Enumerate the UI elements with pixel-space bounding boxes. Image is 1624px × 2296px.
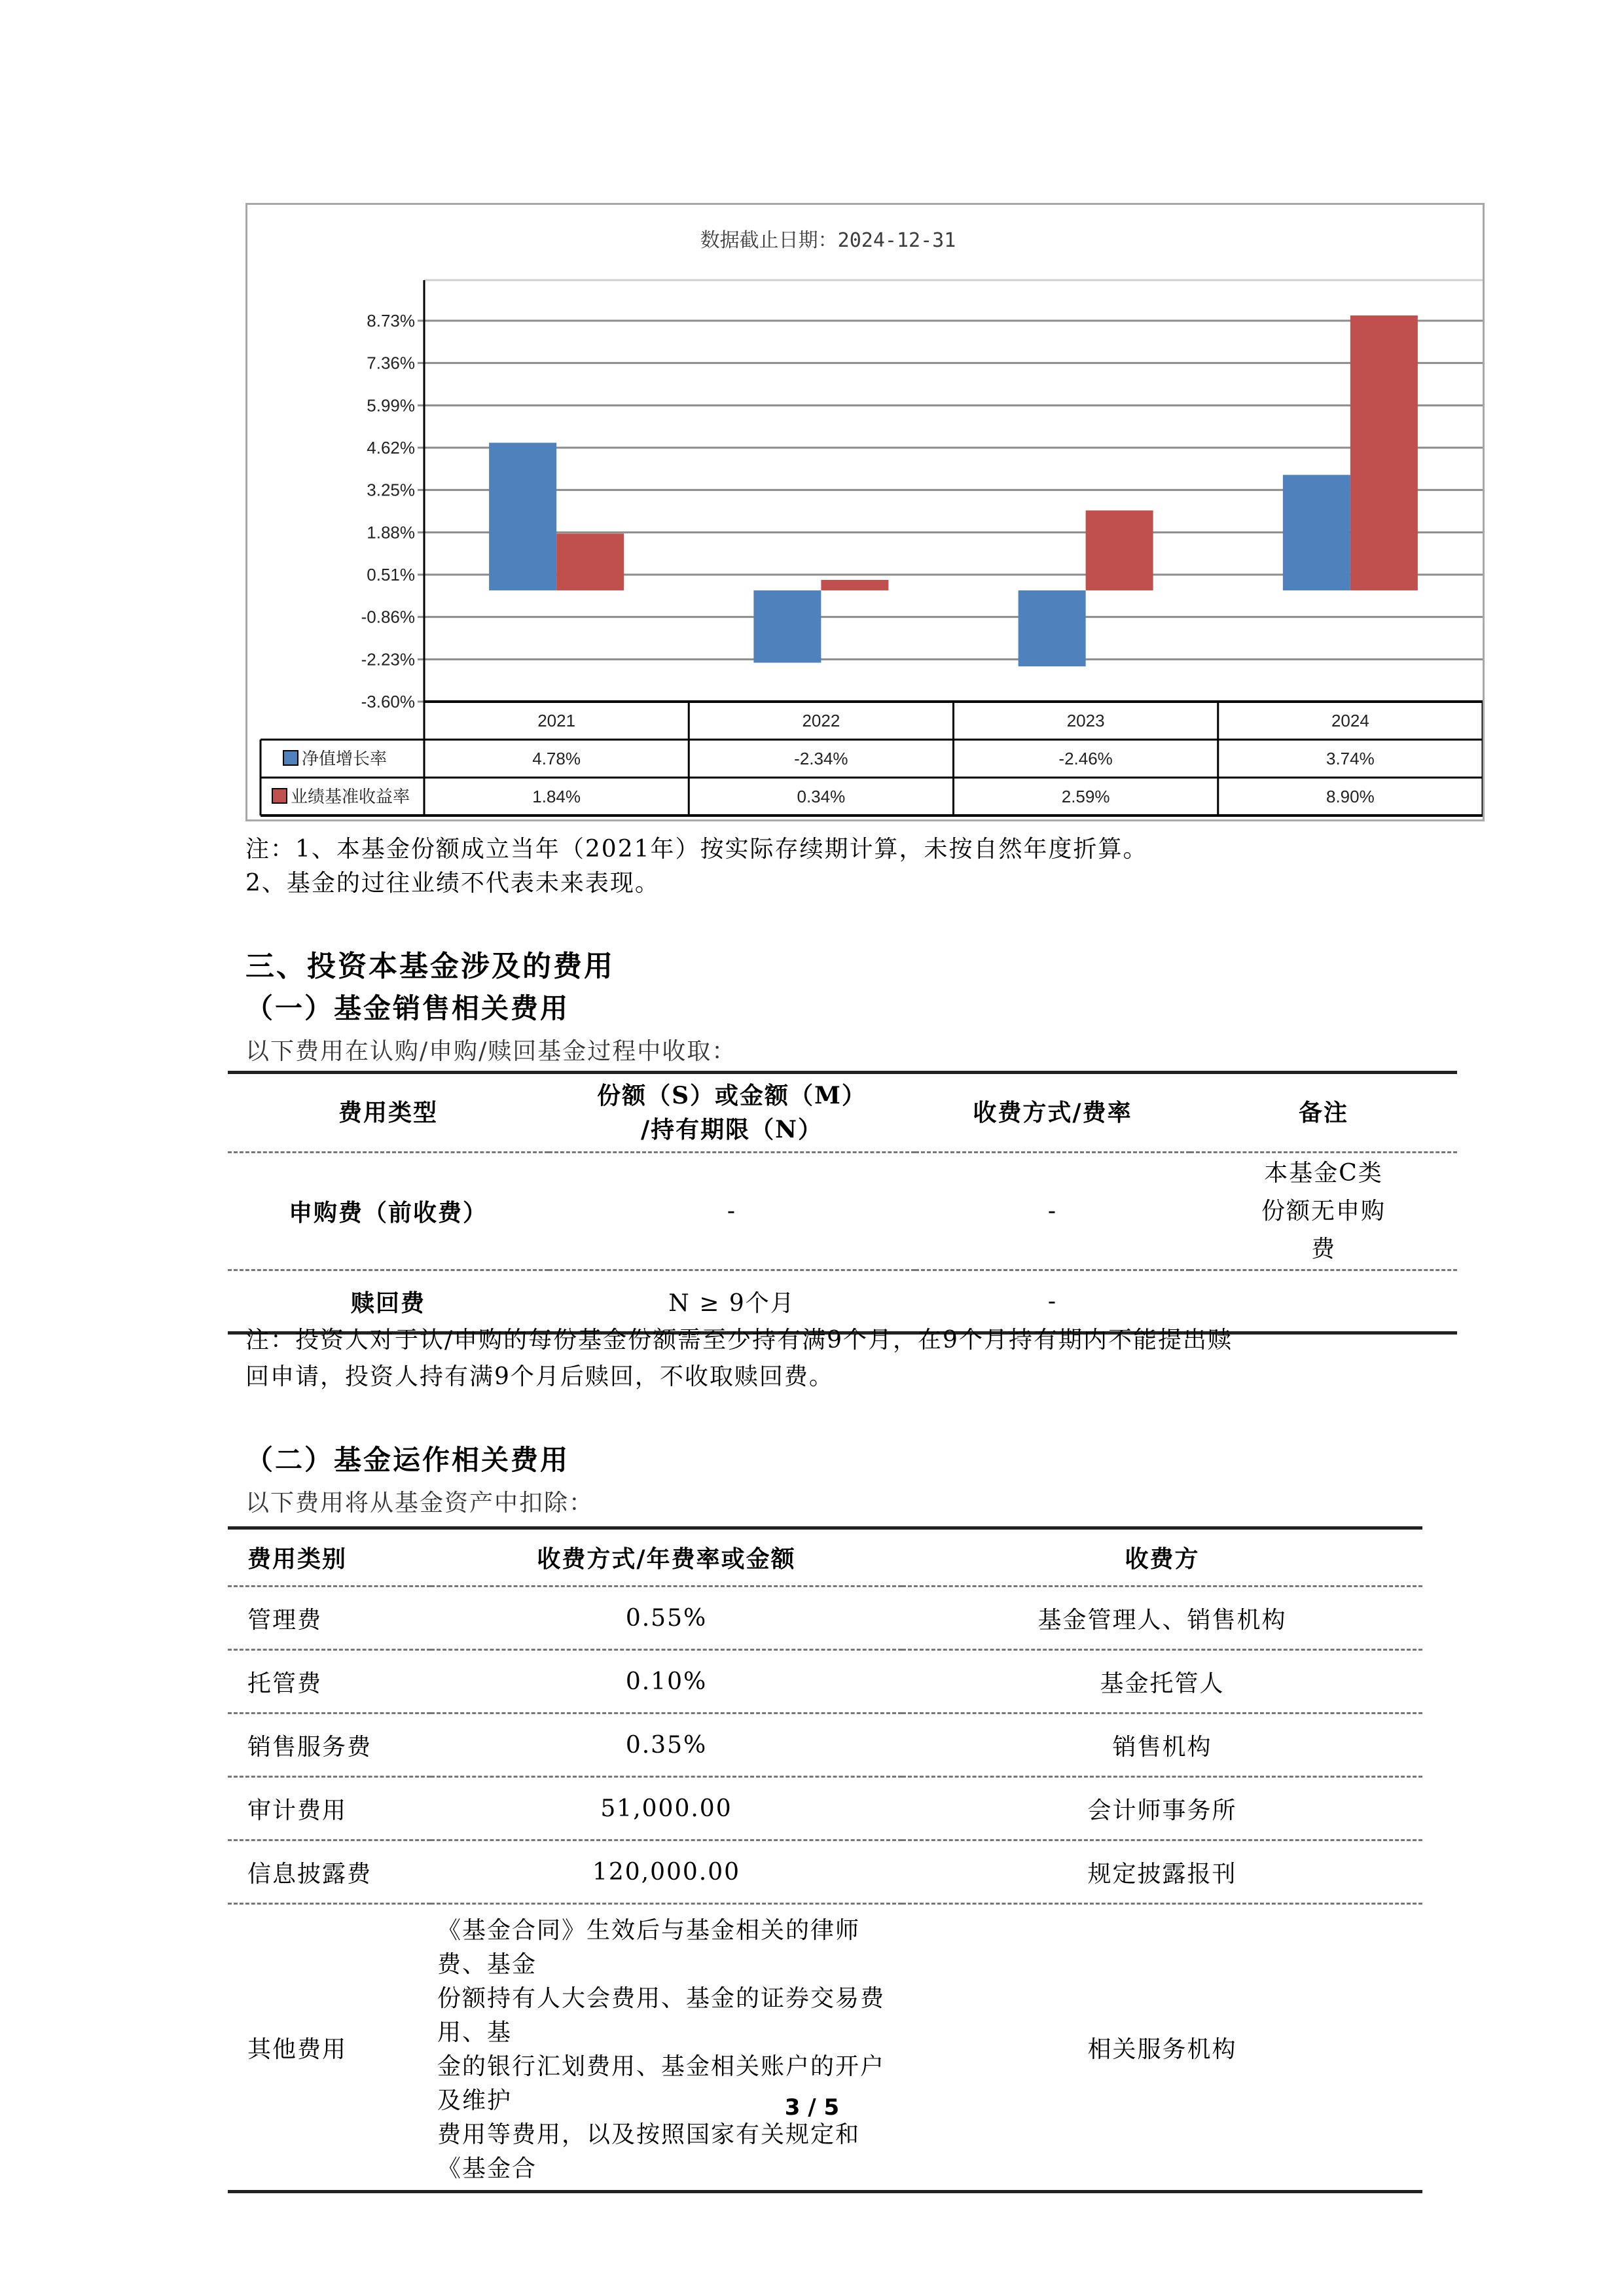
category-label: 2023: [1066, 711, 1105, 730]
table-row: [228, 1840, 1422, 1904]
category-cell: 托管费: [247, 1670, 323, 1697]
bar-benchmark-2023: [1086, 511, 1153, 590]
bar-benchmark-2024: [1350, 315, 1418, 590]
bar-benchmark-2021: [556, 533, 624, 590]
page-number: 3 / 5: [784, 2094, 840, 2121]
chart-title: 数据截止日期：2024-12-31: [700, 229, 956, 252]
payee-cell: 会计师事务所: [1087, 1797, 1237, 1824]
header-rate: 收费方式/费率: [973, 1099, 1132, 1126]
payee-cell: 基金托管人: [1100, 1670, 1225, 1697]
y-tick-label: 3.25%: [367, 480, 415, 500]
category-cell: 审计费用: [247, 1797, 348, 1824]
rate-cell-description: [431, 1904, 902, 2192]
rate-cell: 120,000.00: [592, 1858, 741, 1886]
description-line: 费用等费用，以及按照国家有关规定和《基金合: [437, 2121, 861, 2182]
legend-label: 净值增长率: [302, 749, 388, 769]
remark-cell: [1190, 1153, 1457, 1270]
chart-canvas: [247, 205, 1483, 819]
data-value-cell: -2.46%: [1058, 749, 1113, 768]
remark-line: 本基金C类: [1264, 1159, 1383, 1187]
category-label: 2021: [537, 711, 576, 730]
table-row: [228, 1587, 1422, 1650]
amount-cell: N ≥ 9个月: [668, 1289, 795, 1317]
rate-cell: 0.35%: [625, 1731, 708, 1759]
data-value-cell: -2.34%: [794, 749, 848, 768]
redemption-note-2: 回申请，投资人持有满9个月后赎回，不收取赎回费。: [245, 1363, 834, 1390]
category-label: 2022: [802, 711, 840, 730]
data-value-cell: 2.59%: [1061, 787, 1110, 806]
table-row: [228, 1713, 1422, 1777]
category-cell: 信息披露费: [247, 1860, 372, 1888]
table-row: [228, 1153, 1457, 1270]
description-line: 份额持有人大会费用、基金的证券交易费用、基: [437, 1985, 886, 2046]
y-tick-label: -3.60%: [361, 692, 415, 711]
operation-fees-table: [228, 1526, 1422, 2193]
header-amount-line2: /持有期限（N）: [640, 1116, 823, 1143]
y-tick-label: 5.99%: [367, 395, 415, 416]
y-tick-label: 7.36%: [367, 353, 415, 373]
legend-label: 业绩基准收益率: [291, 787, 410, 807]
y-tick-label: 0.51%: [367, 565, 415, 584]
rate-cell: -: [1047, 1287, 1058, 1315]
header-amount-line1: 份额（S）或金额（M）: [597, 1082, 867, 1109]
bar-benchmark-2022: [821, 580, 888, 590]
sales-fees-intro: 以下费用在认购/申购/赎回基金过程中收取：: [245, 1038, 737, 1065]
data-value-cell: 4.78%: [532, 749, 581, 768]
y-tick-label: 8.73%: [367, 311, 415, 331]
y-tick-label: 1.88%: [367, 522, 415, 543]
payee-cell: 相关服务机构: [1087, 2036, 1237, 2063]
rate-cell: 0.10%: [625, 1668, 708, 1695]
header-category: 费用类别: [247, 1545, 348, 1573]
y-tick-label: -0.86%: [361, 607, 415, 627]
performance-chart: [245, 203, 1485, 821]
remark-line: 费: [1310, 1235, 1336, 1263]
fee-type-cell: 申购费（前收费）: [288, 1199, 488, 1227]
remark-line: 份额无申购: [1261, 1197, 1386, 1225]
description-line: 《基金合同》生效后与基金相关的律师费、基金: [437, 1917, 861, 1978]
data-value-cell: 3.74%: [1326, 749, 1375, 768]
bar-nav-growth-2022: [753, 590, 821, 662]
payee-cell: 规定披露报刊: [1087, 1860, 1237, 1888]
header-rate-amount: 收费方式/年费率或金额: [537, 1545, 796, 1573]
sales-fees-table: [228, 1071, 1457, 1335]
rate-cell: -: [1047, 1198, 1058, 1225]
description-line: 金的银行汇划费用、基金相关账户的开户及维护: [437, 2053, 886, 2114]
section-title: 三、投资本基金涉及的费用: [245, 950, 615, 983]
payee-cell: 销售机构: [1112, 1733, 1212, 1761]
table-row-other-fees: [228, 1904, 1422, 2192]
category-label: 2024: [1331, 711, 1369, 730]
header-amount-period: [549, 1073, 915, 1153]
subsection-title-operation-fees: （二）基金运作相关费用: [245, 1444, 570, 1476]
data-value-cell: 0.34%: [797, 787, 846, 806]
table-header-row: [228, 1528, 1422, 1587]
data-value-cell: 8.90%: [1326, 787, 1375, 806]
legend-swatch-benchmark: [272, 789, 287, 803]
bar-nav-growth-2024: [1283, 475, 1350, 591]
chart-note-2: 2、基金的过往业绩不代表未来表现。: [245, 870, 660, 897]
fee-type-cell: 赎回费: [350, 1289, 425, 1317]
category-cell: 销售服务费: [247, 1733, 372, 1761]
amount-cell: -: [727, 1198, 737, 1225]
y-tick-label: 4.62%: [367, 438, 415, 457]
y-tick-label: -2.23%: [361, 649, 415, 670]
redemption-note-1: 注：投资人对于认/申购的每份基金份额需至少持有满9个月，在9个月持有期内不能提出赎: [245, 1327, 1233, 1354]
header-fee-type: 费用类型: [338, 1099, 438, 1126]
header-remark: 备注: [1298, 1099, 1348, 1126]
rate-cell: 0.55%: [625, 1604, 708, 1632]
table-row: [228, 1650, 1422, 1713]
header-payee: 收费方: [1125, 1545, 1200, 1573]
bar-nav-growth-2023: [1019, 590, 1086, 666]
operation-fees-intro: 以下费用将从基金资产中扣除：: [245, 1490, 594, 1516]
rate-cell: 51,000.00: [600, 1795, 732, 1822]
bar-nav-growth-2021: [489, 442, 556, 590]
payee-cell: 基金管理人、销售机构: [1038, 1606, 1287, 1634]
table-row: [228, 1777, 1422, 1840]
subsection-title-sales-fees: （一）基金销售相关费用: [245, 992, 570, 1024]
category-cell: 其他费用: [247, 2036, 348, 2063]
table-header-row: [228, 1073, 1457, 1153]
category-cell: 管理费: [247, 1606, 323, 1634]
legend-swatch-nav-growth: [283, 751, 298, 765]
chart-note-1: 注：1、本基金份额成立当年（2021年）按实际存续期计算，未按自然年度折算。: [245, 836, 1148, 863]
data-value-cell: 1.84%: [532, 787, 581, 806]
